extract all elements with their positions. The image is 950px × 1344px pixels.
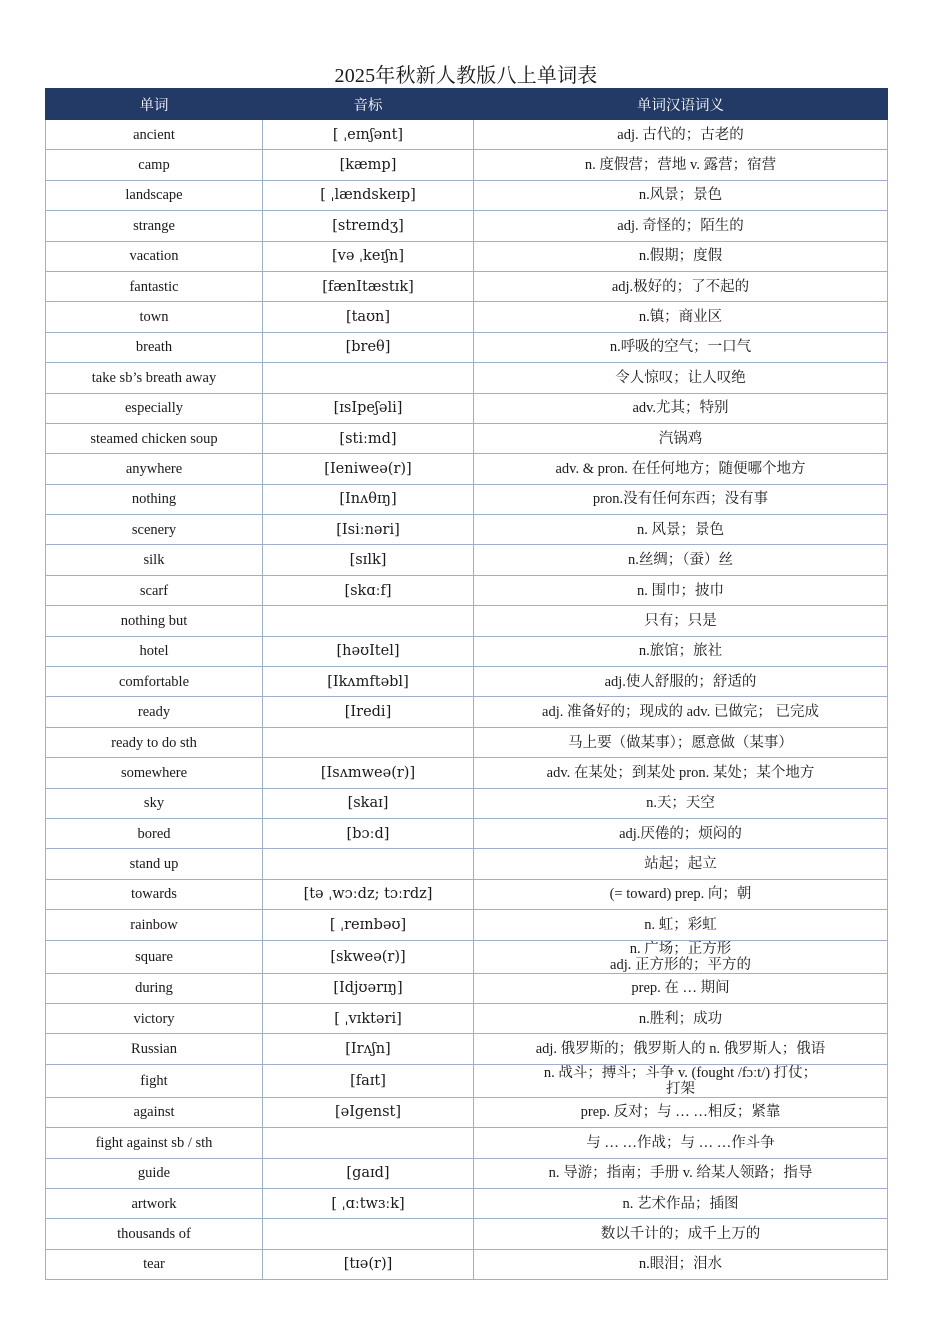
phonetic-cell: [həʊItel]: [263, 636, 474, 666]
word-cell: against: [46, 1097, 263, 1127]
table-row: [46, 332, 888, 362]
table-row: [46, 180, 888, 210]
table-row: [46, 302, 888, 332]
table-row: [46, 454, 888, 484]
meaning-cell: prep. 反对；与 … …相反；紧靠: [474, 1097, 888, 1127]
table-row: [46, 484, 888, 514]
table-row: [46, 1003, 888, 1033]
phonetic-cell: [263, 363, 474, 393]
table-row: [46, 120, 888, 150]
meaning-cell: 与 … …作战；与 … …作斗争: [474, 1128, 888, 1158]
word-cell: scenery: [46, 515, 263, 545]
meaning-cell: n. 艺术作品；插图: [474, 1188, 888, 1218]
phonetic-cell: [Ikʌmftəbl]: [263, 667, 474, 697]
phonetic-cell: [263, 849, 474, 879]
meaning-cell: n.风景；景色: [474, 180, 888, 210]
table-row: [46, 973, 888, 1003]
meaning-cell: 只有；只是: [474, 606, 888, 636]
word-cell: hotel: [46, 636, 263, 666]
word-cell: take sb’s breath away: [46, 363, 263, 393]
phonetic-cell: [ ˌreɪnbəʊ]: [263, 910, 474, 940]
meaning-cell: adv. & pron. 在任何地方；随便哪个地方: [474, 454, 888, 484]
meaning-cell: n. 战斗；搏斗；斗争 v. (fought /fɔːt/) 打仗； 打架: [474, 1064, 888, 1097]
phonetic-cell: [263, 606, 474, 636]
meaning-cell: adj. 奇怪的；陌生的: [474, 211, 888, 241]
phonetic-cell: [263, 1128, 474, 1158]
vocabulary-table: [45, 88, 888, 1280]
table-row: [46, 545, 888, 575]
word-cell: bored: [46, 818, 263, 848]
table-row: [46, 1034, 888, 1064]
table-header-row: [46, 89, 888, 120]
word-cell: ready: [46, 697, 263, 727]
table-row: [46, 879, 888, 909]
word-cell: victory: [46, 1003, 263, 1033]
phonetic-cell: [Isʌmweə(r)]: [263, 758, 474, 788]
phonetic-cell: [Iredi]: [263, 697, 474, 727]
meaning-cell: n. 围巾；披巾: [474, 575, 888, 605]
word-cell: guide: [46, 1158, 263, 1188]
phonetic-cell: [skweə(r)]: [263, 940, 474, 973]
word-cell: comfortable: [46, 667, 263, 697]
table-row: [46, 150, 888, 180]
phonetic-cell: [ɪsIpeʃəli]: [263, 393, 474, 423]
phonetic-cell: [kæmp]: [263, 150, 474, 180]
table-row: [46, 818, 888, 848]
phonetic-cell: [Isiːnəri]: [263, 515, 474, 545]
phonetic-cell: [skaɪ]: [263, 788, 474, 818]
meaning-cell: n.丝绸；（蚕）丝: [474, 545, 888, 575]
meaning-cell: n.胜利；成功: [474, 1003, 888, 1033]
table-row: [46, 940, 888, 973]
meaning-cell: adj. 古代的；古老的: [474, 120, 888, 150]
table-row: [46, 423, 888, 453]
table-row: [46, 667, 888, 697]
table-row: [46, 515, 888, 545]
table-row: [46, 271, 888, 301]
table-row: [46, 849, 888, 879]
word-cell: ready to do sth: [46, 727, 263, 757]
meaning-cell: adj. 俄罗斯的；俄罗斯人的 n. 俄罗斯人；俄语: [474, 1034, 888, 1064]
word-cell: fight: [46, 1064, 263, 1097]
phonetic-cell: [gaɪd]: [263, 1158, 474, 1188]
phonetic-cell: [Irʌʃn]: [263, 1034, 474, 1064]
meaning-cell: adj.极好的；了不起的: [474, 271, 888, 301]
word-cell: fight against sb / sth: [46, 1128, 263, 1158]
meaning-cell: adv. 在某处；到某处 pron. 某处；某个地方: [474, 758, 888, 788]
table-row: [46, 758, 888, 788]
meaning-cell: 汽锅鸡: [474, 423, 888, 453]
word-cell: anywhere: [46, 454, 263, 484]
word-cell: scarf: [46, 575, 263, 605]
word-cell: town: [46, 302, 263, 332]
phonetic-cell: [əIgenst]: [263, 1097, 474, 1127]
word-cell: nothing: [46, 484, 263, 514]
word-cell: towards: [46, 879, 263, 909]
phonetic-cell: [streɪndʒ]: [263, 211, 474, 241]
phonetic-cell: [və ˌkeɪʃn]: [263, 241, 474, 271]
meaning-cell: n.呼吸的空气；一口气: [474, 332, 888, 362]
phonetic-cell: [breθ]: [263, 332, 474, 362]
header-meaning: 单词汉语词义: [474, 89, 888, 120]
phonetic-cell: [Idjʊərɪŋ]: [263, 973, 474, 1003]
table-row: [46, 606, 888, 636]
phonetic-cell: [tɪə(r)]: [263, 1249, 474, 1279]
meaning-cell: n.眼泪；泪水: [474, 1249, 888, 1279]
word-cell: sky: [46, 788, 263, 818]
meaning-cell: adv.尤其；特别: [474, 393, 888, 423]
meaning-cell: (= toward) prep. 向；朝: [474, 879, 888, 909]
table-row: [46, 241, 888, 271]
table-row: [46, 727, 888, 757]
meaning-cell: n.镇；商业区: [474, 302, 888, 332]
word-cell: steamed chicken soup: [46, 423, 263, 453]
header-phonetic: 音标: [263, 89, 474, 120]
word-cell: strange: [46, 211, 263, 241]
phonetic-cell: [263, 1219, 474, 1249]
meaning-cell: prep. 在 … 期间: [474, 973, 888, 1003]
meaning-cell: n.旅馆；旅社: [474, 636, 888, 666]
word-cell: tear: [46, 1249, 263, 1279]
meaning-cell: n. 广场；正方形 adj. 正方形的；平方的: [474, 940, 888, 973]
word-cell: Russian: [46, 1034, 263, 1064]
header-word: 单词: [46, 89, 263, 120]
meaning-cell: 站起；起立: [474, 849, 888, 879]
table-row: [46, 1128, 888, 1158]
phonetic-cell: [sɪlk]: [263, 545, 474, 575]
word-cell: camp: [46, 150, 263, 180]
word-cell: thousands of: [46, 1219, 263, 1249]
table-row: [46, 393, 888, 423]
phonetic-cell: [bɔːd]: [263, 818, 474, 848]
meaning-cell: 数以千计的；成千上万的: [474, 1219, 888, 1249]
phonetic-cell: [tə ˌwɔːdz; tɔːrdz]: [263, 879, 474, 909]
word-cell: nothing but: [46, 606, 263, 636]
table-row: [46, 910, 888, 940]
phonetic-cell: [fænItæstɪk]: [263, 271, 474, 301]
word-cell: rainbow: [46, 910, 263, 940]
phonetic-cell: [ ˌɑːtwɜːk]: [263, 1188, 474, 1218]
table-row: [46, 1064, 888, 1097]
word-cell: vacation: [46, 241, 263, 271]
word-cell: during: [46, 973, 263, 1003]
word-cell: especially: [46, 393, 263, 423]
meaning-cell: n. 虹；彩虹: [474, 910, 888, 940]
table-row: [46, 1188, 888, 1218]
table-row: [46, 575, 888, 605]
word-cell: landscape: [46, 180, 263, 210]
table-row: [46, 363, 888, 393]
phonetic-cell: [ ˌeɪnʃənt]: [263, 120, 474, 150]
table-row: [46, 1097, 888, 1127]
phonetic-cell: [stiːmd]: [263, 423, 474, 453]
phonetic-cell: [skɑːf]: [263, 575, 474, 605]
phonetic-cell: [Ieniweə(r)]: [263, 454, 474, 484]
page-title: 2025年秋新人教版八上单词表: [334, 65, 598, 87]
phonetic-cell: [ ˌlændskeɪp]: [263, 180, 474, 210]
meaning-cell: n. 导游；指南；手册 v. 给某人领路；指导: [474, 1158, 888, 1188]
phonetic-cell: [taʊn]: [263, 302, 474, 332]
word-cell: square: [46, 940, 263, 973]
meaning-cell: pron.没有任何东西；没有事: [474, 484, 888, 514]
table-row: [46, 788, 888, 818]
word-cell: breath: [46, 332, 263, 362]
phonetic-cell: [263, 727, 474, 757]
table-row: [46, 1219, 888, 1249]
meaning-cell: n. 风景；景色: [474, 515, 888, 545]
phonetic-cell: [ ˌvɪktəri]: [263, 1003, 474, 1033]
word-cell: fantastic: [46, 271, 263, 301]
meaning-cell: 马上要（做某事）；愿意做（某事）: [474, 727, 888, 757]
table-row: [46, 636, 888, 666]
table-row: [46, 1249, 888, 1279]
phonetic-cell: [faɪt]: [263, 1064, 474, 1097]
phonetic-cell: [Inʌθɪŋ]: [263, 484, 474, 514]
meaning-cell: n. 度假营；营地 v. 露营；宿营: [474, 150, 888, 180]
word-cell: stand up: [46, 849, 263, 879]
word-cell: silk: [46, 545, 263, 575]
meaning-cell: adj. 准备好的；现成的 adv. 已做完； 已完成: [474, 697, 888, 727]
meaning-cell: adj.使人舒服的；舒适的: [474, 667, 888, 697]
meaning-cell: n.天；天空: [474, 788, 888, 818]
word-cell: artwork: [46, 1188, 263, 1218]
table-row: [46, 1158, 888, 1188]
meaning-cell: n.假期；度假: [474, 241, 888, 271]
word-cell: somewhere: [46, 758, 263, 788]
table-row: [46, 697, 888, 727]
word-cell: ancient: [46, 120, 263, 150]
meaning-cell: adj.厌倦的；烦闷的: [474, 818, 888, 848]
table-row: [46, 211, 888, 241]
meaning-cell: 令人惊叹；让人叹绝: [474, 363, 888, 393]
